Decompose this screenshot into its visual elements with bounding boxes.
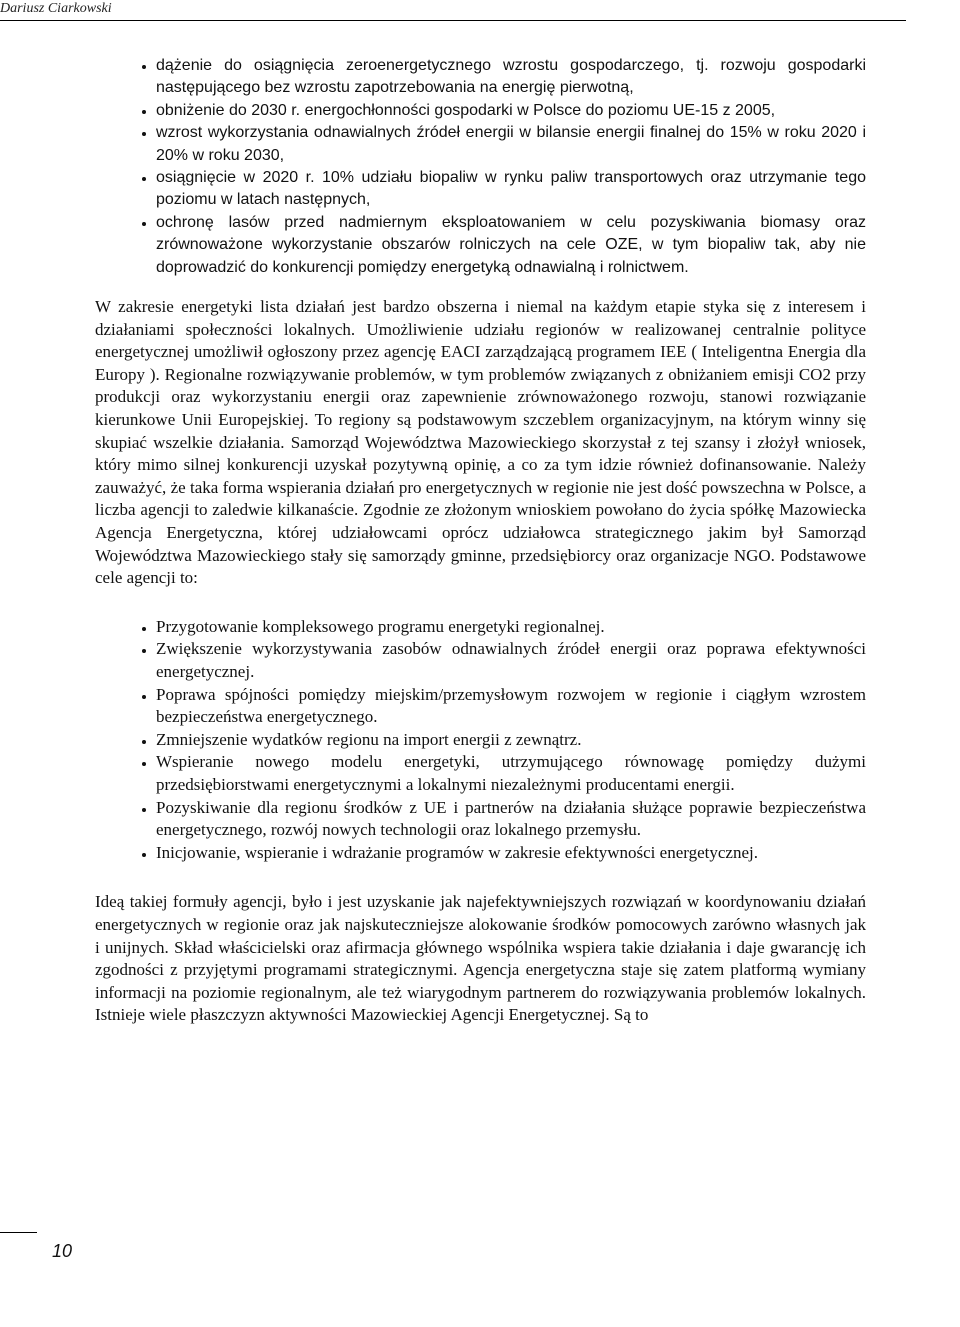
list-item: • Zmniejszenie wydatków regionu na import energii z zewnątrz. <box>156 729 866 752</box>
list-item: • dążenie do osiągnięcia zeroenergetycznego wzrostu gospodarczego, tj. rozwoju gospodarki następującego bez wzrostu zapotrzebowania na energię pierwotną, <box>156 55 866 100</box>
list-item: • Zwiększenie wykorzystywania zasobów odnawialnych źródeł energii oraz poprawa efektywności energetycznej. <box>156 638 866 683</box>
running-header-author: Dariusz Ciarkowski <box>0 1 112 16</box>
page-number: 10 <box>52 1241 73 1261</box>
paragraph: Ideą takiej formuły agencji, było i jest uzyskanie jak najefektywniejszych rozwiązań w koordynowaniu działań energetycznych w regionie oraz jak najskuteczniejsze alokowanie środków pomocowych zarówno własnych jak i unijnych. Skład właścicielski oraz afirmacja głównego wspólnika wspiera takie działania i daje gwarancję ich zgodności z przyjętymi programami strategicznymi. Agencja energetyczna staje się zatem platformą wymiany informacji na poziomie regionalnym, ale też wiarygodnym partnerem do rozwiązywania problemów lokalnych. Istnieje wiele płaszczyzn aktywności Mazowieckiej Agencji Energetycznej. Są to <box>95 892 866 1025</box>
agency-goals-list <box>95 616 866 865</box>
list-item: • wzrost wykorzystania odnawialnych źródeł energii w bilansie energii finalnej do 15% w roku 2020 i 20% w roku 2030, <box>156 122 866 167</box>
list-item: • Poprawa spójności pomiędzy miejskim/przemysłowym rozwojem w regionie i ciągłym wzrostem bezpieczeństwa energetycznego. <box>156 684 866 729</box>
list-item: • ochronę lasów przed nadmiernym eksploatowaniem w celu pozyskiwania biomasy oraz zrównoważone wykorzystanie obszarów rolniczych na cele OZE, w tym biopaliw tak, aby nie doprowadzić do konkurencji pomiędzy energetyką odnawialną i rolnictwem. <box>156 212 866 279</box>
list-item: • osiągnięcie w 2020 r. 10% udziału biopaliw w rynku paliw transportowych oraz utrzymanie tego poziomu w latach następnych, <box>156 167 866 212</box>
page-body <box>95 55 866 1027</box>
objectives-list <box>95 55 866 279</box>
list-item: • obniżenie do 2030 r. energochłonności gospodarki w Polsce do poziomu UE-15 z 2005, <box>156 100 866 122</box>
list-item: • Wspieranie nowego modelu energetyki, utrzymującego równowagę pomiędzy dużymi przedsiębiorstwami energetycznymi a lokalnymi niezależnymi producentami energii. <box>156 751 866 796</box>
paragraph: W zakresie energetyki lista działań jest bardzo obszerna i niemal na każdym etapie styka się z interesem i działaniami społeczności lokalnych. Umożliwienie udziału regionów w realizowanej centralnie polityce energetycznej umożliwił ogłoszony przez agencję EACI zarządzającą programem IEE ( Inteligentna Energia dla Europy ). Regionalne rozwiązywanie problemów, w tym problemów związanych z obniżaniem emisji CO2 przy produkcji oraz wykorzystaniu energii oraz zapewnienie zrównoważonego rozwoju, stanowi rozwiązanie kierunkowe Unii Europejskiej. To regiony są podstawowym szczeblem organizacyjnym, na którym winny się skupiać wszelkie działania. Samorząd Województwa Mazowieckiego skorzystał z tej szansy i złożył wniosek, który mimo silnej konkurencji uzyskał pozytywną opinię, a co za tym idzie również dofinansowanie. Należy zauważyć, że taka forma wspierania działań pro energetycznych w regionie nie jest dość powszechna w Polsce, a liczba agencji to zaledwie kilkanaście. Zgodnie ze złożonym wnioskiem powołano do życia spółkę Mazowiecka Agencja Energetyczna, której udziałowcami oprócz udziałowca strategicznego jakim był Samorząd Województwa Mazowieckiego stały się samorządy gminne, przedsiębiorcy oraz organizacje NGO. Podstawowe cele agencji to: <box>95 297 866 588</box>
list-item: • Przygotowanie kompleksowego programu energetyki regionalnej. <box>156 616 866 639</box>
footer-rule <box>0 1232 37 1233</box>
list-item: • Pozyskiwanie dla regionu środków z UE i partnerów na działania służące poprawie bezpieczeństwa energetycznego, rozwój nowych technologii oraz lokalnego przemysłu. <box>156 797 866 842</box>
list-item: • Inicjowanie, wspieranie i wdrażanie programów w zakresie efektywności energetycznej. <box>156 842 866 865</box>
header-rule <box>0 20 906 21</box>
